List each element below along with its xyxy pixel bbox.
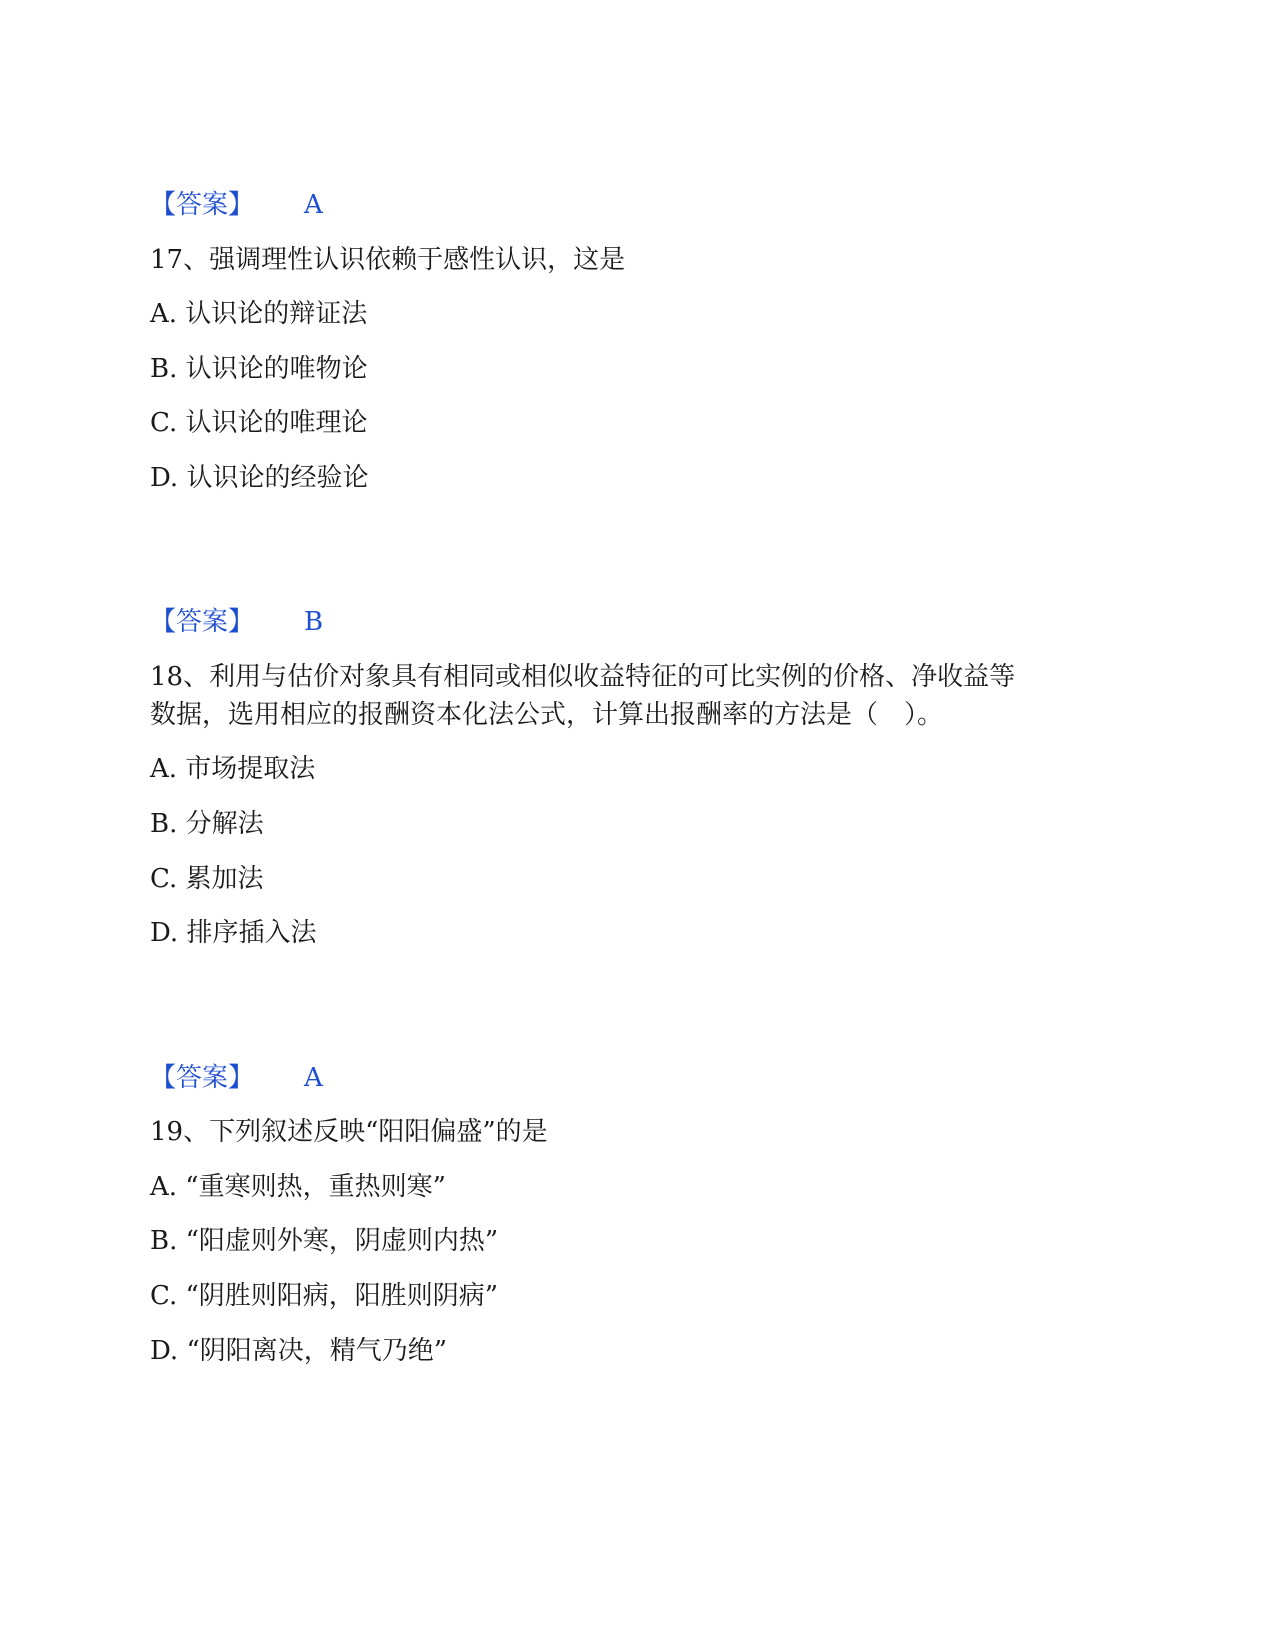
answer-line	[150, 605, 323, 639]
option-d: D. 排序插入法	[150, 918, 317, 948]
answer-line	[150, 188, 323, 222]
option-b: B. 分解法	[150, 809, 264, 839]
answer-value: B	[304, 607, 324, 637]
option-c: C. “阴胜则阳病，阳胜则阴病”	[150, 1281, 499, 1311]
option-b: B. 认识论的唯物论	[150, 354, 368, 384]
question-18-line-2: 数据，选用相应的报酬资本化法公式，计算出报酬率的方法是（ ）。	[150, 700, 944, 730]
option-b: B. “阳虚则外寒，阴虚则内热”	[150, 1226, 499, 1256]
option-c: C. 累加法	[150, 864, 264, 894]
answer-line	[150, 1061, 323, 1095]
question-18-line-1: 18、利用与估价对象具有相同或相似收益特征的可比实例的价格、净收益等	[150, 662, 1016, 692]
option-a: A. 市场提取法	[150, 754, 316, 784]
option-d: D. 认识论的经验论	[150, 463, 369, 493]
answer-label: 【答案】	[150, 607, 255, 637]
answer-label: 【答案】	[150, 1063, 255, 1093]
option-a: A. 认识论的辩证法	[150, 299, 368, 329]
question-17: 17、强调理性认识依赖于感性认识，这是	[150, 245, 626, 275]
answer-label: 【答案】	[150, 190, 255, 220]
question-19: 19、下列叙述反映“阳阳偏盛”的是	[150, 1117, 548, 1147]
answer-value: A	[304, 190, 323, 220]
option-d: D. “阴阳离决，精气乃绝”	[150, 1336, 448, 1366]
answer-value: A	[304, 1063, 323, 1093]
option-a: A. “重寒则热，重热则寒”	[150, 1172, 446, 1202]
option-c: C. 认识论的唯理论	[150, 408, 368, 438]
